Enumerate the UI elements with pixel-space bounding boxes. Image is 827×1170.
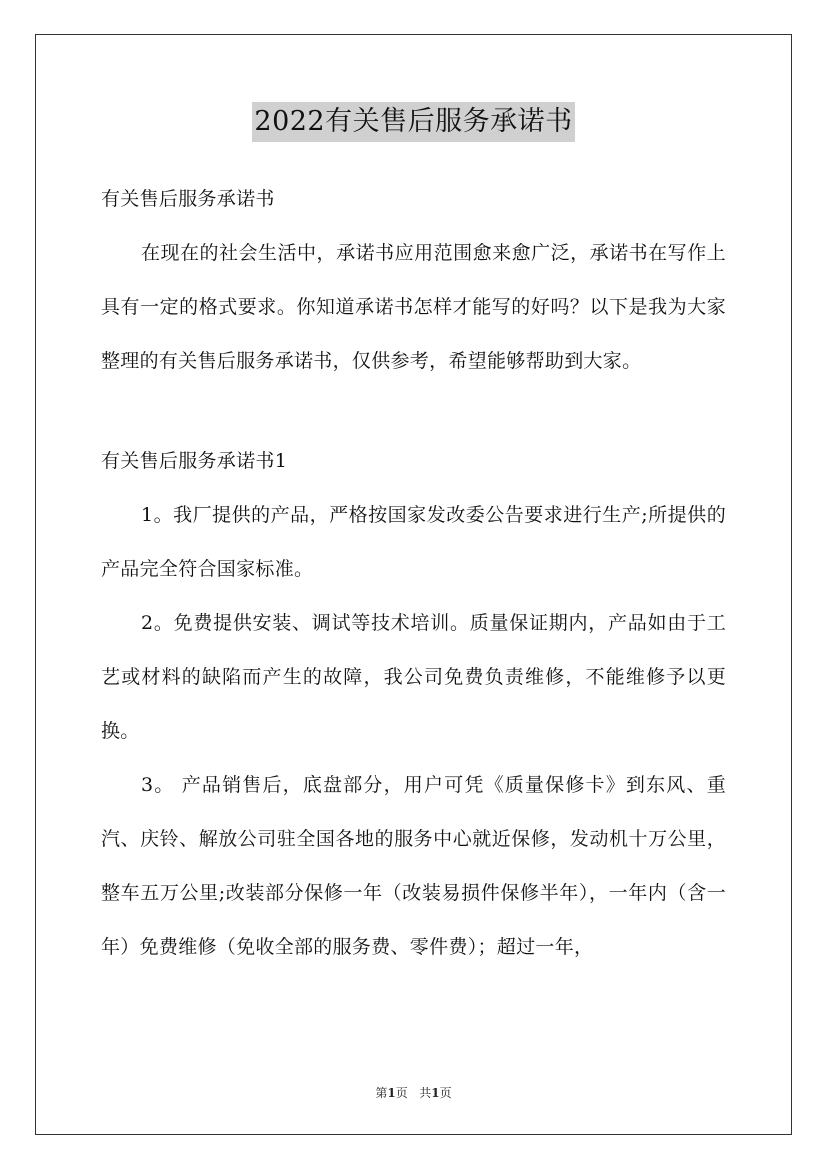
section-heading: 有关售后服务承诺书1	[101, 450, 288, 472]
document-title: 2022有关售后服务承诺书	[252, 102, 574, 142]
document-body	[101, 172, 726, 974]
list-item: 3。 产品销售后，底盘部分，用户可凭《质量保修卡》到东风、重汽、庆铃、解放公司驻全国各地的服务中心就近保修，发动机十万公里，整车五万公里;改装部分保修一年（改装易损件保修半年），一年内（含一年）免费维修（免收全部的服务费、零件费）；超过一年，	[101, 774, 726, 958]
intro-paragraph: 在现在的社会生活中，承诺书应用范围愈来愈广泛，承诺书在写作上具有一定的格式要求。你知道承诺书怎样才能写的好吗？以下是我为大家整理的有关售后服务承诺书，仅供参考，希望能够帮助到大家。	[101, 242, 726, 372]
list-item: 1。我厂提供的产品，严格按国家发改委公告要求进行生产;所提供的产品完全符合国家标准。	[101, 504, 726, 580]
section-gap	[101, 388, 726, 434]
page-number: 第1页 共1页	[375, 1086, 452, 1100]
page-footer	[0, 1082, 827, 1102]
subtitle: 有关售后服务承诺书	[101, 188, 275, 210]
title-container	[0, 102, 827, 142]
list-item: 2。免费提供安装、调试等技术培训。质量保证期内，产品如由于工艺或材料的缺陷而产生的故障，我公司免费负责维修，不能维修予以更换。	[101, 612, 726, 742]
